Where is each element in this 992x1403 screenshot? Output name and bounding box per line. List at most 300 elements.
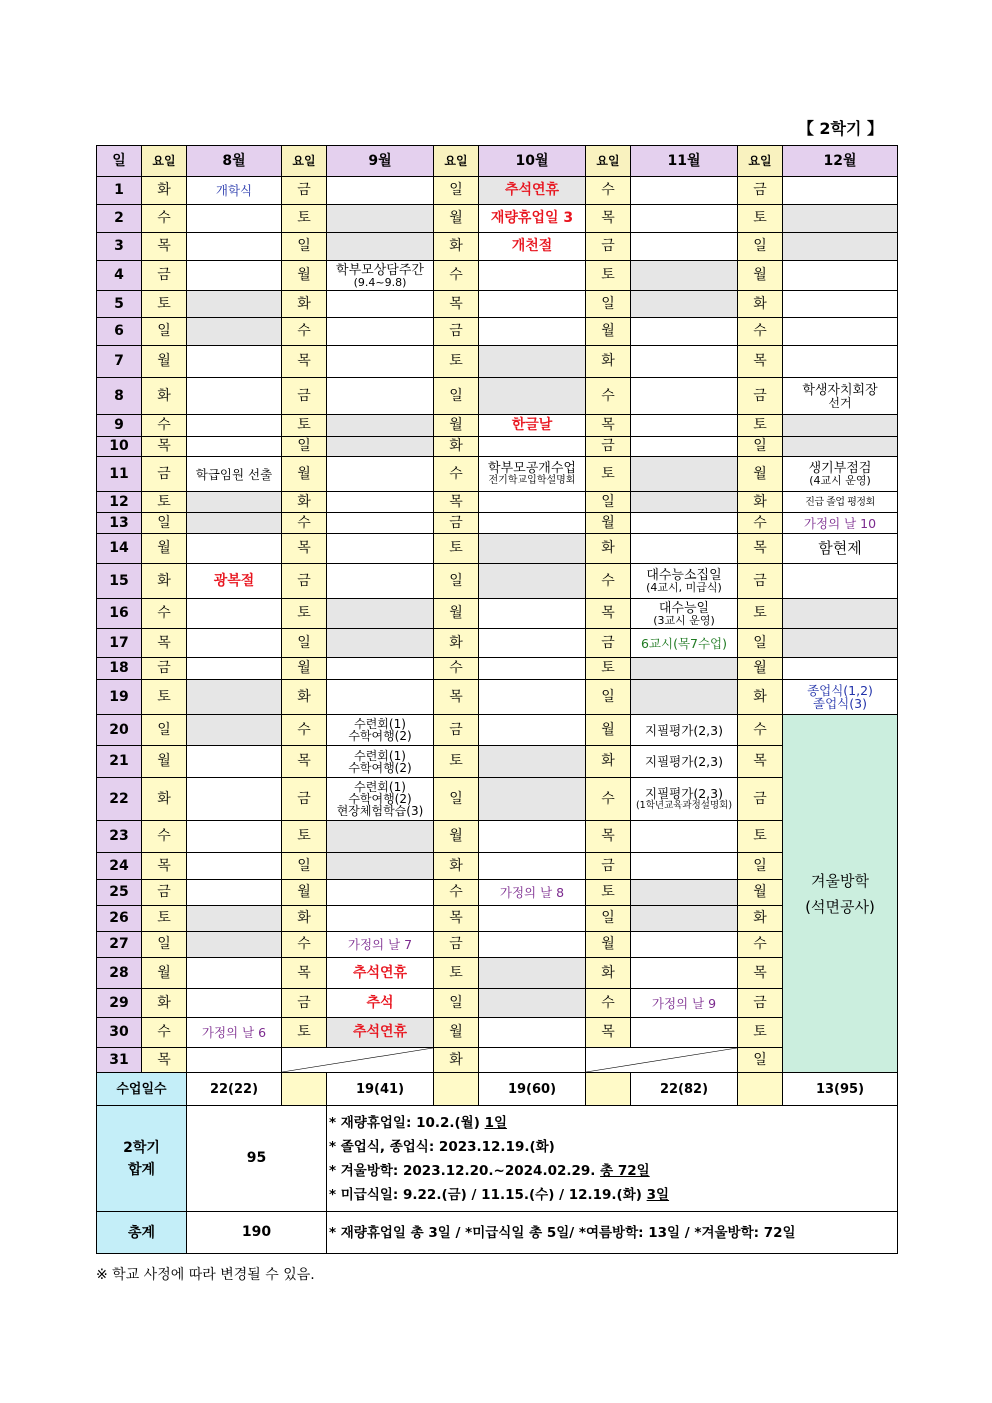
weekday-cell: 월 [142, 534, 187, 564]
event-text: 지필평가(2,3) [645, 786, 723, 801]
event-cell [479, 1018, 586, 1048]
event-cell [327, 746, 434, 778]
date-row [97, 457, 898, 492]
day-number: 13 [97, 513, 142, 534]
event-cell [187, 534, 282, 564]
weekday-cell: 목 [282, 958, 327, 989]
weekday-cell: 금 [142, 880, 187, 906]
no-date-cell [282, 1048, 434, 1073]
note-line: * 미급식일: 9.22.(금) / 11.15.(수) / 12.19.(화) 3일 [329, 1186, 670, 1203]
calendar-table [96, 145, 898, 1254]
event-cell [783, 291, 898, 318]
weekday-cell: 월 [282, 658, 327, 680]
weekday-cell: 월 [142, 746, 187, 778]
weekday-cell: 수 [434, 880, 479, 906]
weekday-cell: 월 [434, 205, 479, 233]
weekday-cell: 수 [282, 318, 327, 346]
weekday-cell: 일 [434, 378, 479, 415]
weekday-cell: 목 [738, 958, 783, 989]
month-header: 11월 [631, 146, 738, 177]
weekday-cell: 일 [282, 629, 327, 658]
event-cell [479, 233, 586, 261]
event-text: 함현제 [818, 539, 862, 557]
weekday-cell: 화 [282, 906, 327, 932]
weekday-cell: 화 [142, 378, 187, 415]
month-header: 9월 [327, 146, 434, 177]
event-cell [187, 1018, 282, 1048]
event-cell [631, 1018, 738, 1048]
event-text: 종업식(1,2) [807, 683, 873, 698]
event-cell [783, 658, 898, 680]
class-days-value: 13(95) [783, 1073, 898, 1106]
month-header: 10월 [479, 146, 586, 177]
event-cell [187, 415, 282, 437]
weekday-cell: 토 [142, 291, 187, 318]
event-subtext: (4교시 운영) [809, 474, 871, 487]
event-cell [631, 261, 738, 291]
event-cell [783, 261, 898, 291]
event-cell [631, 680, 738, 715]
day-number: 29 [97, 989, 142, 1018]
day-number: 24 [97, 853, 142, 880]
weekday-cell: 월 [282, 457, 327, 492]
weekday-cell: 목 [434, 680, 479, 715]
weekday-cell: 금 [738, 378, 783, 415]
month-header: 8월 [187, 146, 282, 177]
event-text: 한글날 [511, 417, 553, 433]
event-subtext: (3교시 운영) [653, 613, 715, 627]
event-cell [631, 534, 738, 564]
weekday-cell: 토 [282, 415, 327, 437]
event-cell [783, 346, 898, 378]
event-text: 지필평가(2,3) [645, 754, 723, 769]
day-number: 10 [97, 437, 142, 457]
weekday-cell: 월 [738, 658, 783, 680]
weekday-cell: 토 [434, 958, 479, 989]
event-cell [327, 177, 434, 205]
event-cell [783, 457, 898, 492]
weekday-cell: 일 [434, 564, 479, 599]
day-number: 30 [97, 1018, 142, 1048]
weekday-cell: 월 [142, 346, 187, 378]
event-cell [187, 821, 282, 853]
weekday-cell: 목 [282, 746, 327, 778]
weekday-cell: 화 [586, 534, 631, 564]
date-row [97, 205, 898, 233]
event-cell [783, 629, 898, 658]
event-cell [631, 233, 738, 261]
event-cell [187, 437, 282, 457]
event-cell [327, 906, 434, 932]
event-text: 6교시(목7수업) [640, 635, 728, 651]
event-cell [327, 680, 434, 715]
date-row [97, 233, 898, 261]
event-text: 생기부점검 [808, 461, 872, 476]
weekday-cell: 목 [586, 821, 631, 853]
weekday-cell: 목 [586, 415, 631, 437]
event-cell [631, 513, 738, 534]
event-cell [479, 906, 586, 932]
event-cell [479, 680, 586, 715]
weekday-cell: 화 [586, 958, 631, 989]
header-row [97, 146, 898, 177]
weekday-cell: 토 [738, 1018, 783, 1048]
weekday-cell: 금 [738, 177, 783, 205]
event-cell [631, 880, 738, 906]
event-cell [187, 906, 282, 932]
event-cell [783, 513, 898, 534]
winter-vacation-cell [783, 715, 898, 1073]
event-cell [327, 291, 434, 318]
weekday-cell: 금 [282, 778, 327, 821]
date-row [97, 534, 898, 564]
day-number: 19 [97, 680, 142, 715]
event-cell [783, 437, 898, 457]
event-cell [783, 378, 898, 415]
weekday-cell: 목 [142, 1048, 187, 1073]
event-text: 추석 [366, 994, 394, 1011]
event-text: 학급임원 선출 [195, 466, 273, 482]
yoil-header: 요일 [434, 146, 479, 177]
event-cell [327, 437, 434, 457]
weekday-cell: 토 [142, 680, 187, 715]
weekday-cell: 목 [434, 906, 479, 932]
event-cell [631, 599, 738, 629]
day-number: 8 [97, 378, 142, 415]
event-text: 지필평가(2,3) [645, 722, 723, 738]
event-cell [187, 564, 282, 599]
weekday-cell: 수 [434, 261, 479, 291]
date-row [97, 346, 898, 378]
weekday-cell: 금 [586, 853, 631, 880]
event-text: 가정의 날 8 [499, 885, 565, 900]
weekday-cell: 일 [282, 437, 327, 457]
event-text: 가정의 날 6 [201, 1025, 267, 1040]
event-cell [479, 534, 586, 564]
weekday-cell: 화 [586, 746, 631, 778]
day-number: 20 [97, 715, 142, 746]
event-cell [187, 492, 282, 513]
date-row [97, 821, 898, 853]
event-cell [187, 177, 282, 205]
event-text: 재량휴업일 3 [490, 210, 574, 226]
weekday-cell: 화 [738, 492, 783, 513]
event-cell [327, 205, 434, 233]
event-cell [783, 415, 898, 437]
event-cell [327, 989, 434, 1018]
event-subtext: 선거 [828, 395, 852, 410]
event-cell [479, 261, 586, 291]
event-cell [187, 629, 282, 658]
day-number: 6 [97, 318, 142, 346]
event-cell [783, 233, 898, 261]
event-cell [631, 564, 738, 599]
weekday-cell: 토 [586, 658, 631, 680]
event-text: 수련회(1) [354, 780, 406, 794]
weekday-cell: 수 [586, 378, 631, 415]
day-number: 1 [97, 177, 142, 205]
semester-title: 【 2학기 】 [797, 119, 883, 138]
event-cell [327, 880, 434, 906]
date-row [97, 415, 898, 437]
event-cell [783, 534, 898, 564]
event-cell [187, 233, 282, 261]
footnote: ※ 학교 사정에 따라 변경될 수 있음. [96, 1267, 315, 1283]
yoil-header: 요일 [282, 146, 327, 177]
event-cell [187, 378, 282, 415]
weekday-cell: 수 [142, 821, 187, 853]
weekday-cell: 금 [282, 989, 327, 1018]
weekday-cell: 수 [738, 318, 783, 346]
semester-notes [327, 1106, 898, 1212]
class-days-label: 수업일수 [97, 1073, 187, 1106]
event-cell [327, 821, 434, 853]
weekday-cell: 일 [142, 318, 187, 346]
event-cell [187, 989, 282, 1018]
weekday-cell: 수 [586, 177, 631, 205]
event-cell [479, 205, 586, 233]
weekday-cell: 토 [738, 205, 783, 233]
event-cell [187, 513, 282, 534]
day-number: 12 [97, 492, 142, 513]
weekday-cell: 토 [282, 821, 327, 853]
event-cell [631, 437, 738, 457]
event-cell [187, 318, 282, 346]
date-row [97, 680, 898, 715]
grand-total-label: 총계 [97, 1212, 187, 1254]
weekday-cell: 일 [738, 1048, 783, 1073]
weekday-cell: 화 [434, 437, 479, 457]
weekday-cell: 목 [434, 492, 479, 513]
weekday-cell: 토 [434, 346, 479, 378]
event-cell [631, 658, 738, 680]
event-cell [187, 778, 282, 821]
event-cell [479, 415, 586, 437]
day-number: 23 [97, 821, 142, 853]
event-subtext: 수학여행(2) [348, 760, 412, 775]
event-cell [327, 378, 434, 415]
event-cell [479, 853, 586, 880]
event-cell [479, 715, 586, 746]
event-cell [631, 629, 738, 658]
event-cell [327, 853, 434, 880]
event-cell [327, 715, 434, 746]
event-cell [327, 492, 434, 513]
event-cell [631, 853, 738, 880]
event-cell [327, 513, 434, 534]
weekday-cell: 수 [142, 415, 187, 437]
weekday-cell: 일 [282, 853, 327, 880]
event-cell [479, 492, 586, 513]
event-cell [479, 513, 586, 534]
date-row [97, 437, 898, 457]
weekday-cell: 일 [738, 629, 783, 658]
event-cell [479, 318, 586, 346]
weekday-cell: 수 [586, 989, 631, 1018]
spacer-cell [586, 1073, 631, 1106]
weekday-cell: 월 [434, 821, 479, 853]
event-cell [631, 415, 738, 437]
event-text: 가정의 날 10 [803, 515, 877, 531]
weekday-cell: 화 [434, 1048, 479, 1073]
weekday-cell: 토 [738, 821, 783, 853]
day-number: 18 [97, 658, 142, 680]
yoil-header: 요일 [586, 146, 631, 177]
weekday-cell: 토 [142, 906, 187, 932]
weekday-cell: 월 [142, 958, 187, 989]
event-text: 추석연휴 [352, 964, 408, 981]
date-row [97, 378, 898, 415]
weekday-cell: 금 [282, 564, 327, 599]
weekday-cell: 화 [282, 291, 327, 318]
no-date-cell [586, 1048, 738, 1073]
event-text: 개학식 [215, 183, 253, 198]
event-cell [327, 415, 434, 437]
day-number: 4 [97, 261, 142, 291]
event-cell [783, 177, 898, 205]
event-cell [479, 778, 586, 821]
event-cell [783, 318, 898, 346]
weekday-cell: 수 [738, 715, 783, 746]
weekday-cell: 일 [142, 715, 187, 746]
class-days-value: 22(22) [187, 1073, 282, 1106]
weekday-cell: 금 [434, 513, 479, 534]
day-number: 31 [97, 1048, 142, 1073]
weekday-cell: 토 [738, 415, 783, 437]
event-cell [327, 599, 434, 629]
event-text: 학부모상담주간 [336, 262, 424, 278]
date-row [97, 261, 898, 291]
event-cell [327, 318, 434, 346]
event-cell [479, 880, 586, 906]
date-row [97, 932, 898, 958]
weekday-cell: 수 [738, 513, 783, 534]
event-cell [187, 205, 282, 233]
event-cell [631, 346, 738, 378]
weekday-cell: 금 [586, 233, 631, 261]
weekday-cell: 월 [738, 457, 783, 492]
day-number: 14 [97, 534, 142, 564]
weekday-cell: 수 [142, 205, 187, 233]
event-cell [631, 778, 738, 821]
day-number: 3 [97, 233, 142, 261]
date-row [97, 177, 898, 205]
weekday-cell: 토 [282, 205, 327, 233]
weekday-cell: 화 [586, 346, 631, 378]
event-cell [631, 291, 738, 318]
semester-total-row [97, 1106, 898, 1212]
date-row [97, 658, 898, 680]
event-cell [327, 346, 434, 378]
day-header: 일 [97, 146, 142, 177]
weekday-cell: 월 [586, 318, 631, 346]
weekday-cell: 화 [434, 629, 479, 658]
event-cell [479, 958, 586, 989]
weekday-cell: 수 [738, 932, 783, 958]
event-cell [327, 629, 434, 658]
weekday-cell: 금 [434, 932, 479, 958]
weekday-cell: 화 [142, 177, 187, 205]
weekday-cell: 수 [434, 658, 479, 680]
event-cell [187, 932, 282, 958]
event-cell [479, 457, 586, 492]
semester-total-label-line1: 2학기 [123, 1139, 160, 1156]
note-line: * 재량휴업일: 10.2.(월) 1일 [329, 1114, 508, 1131]
day-number: 7 [97, 346, 142, 378]
weekday-cell: 금 [142, 261, 187, 291]
event-subtext: 전기학교입학설명회 [488, 475, 576, 486]
weekday-cell: 목 [142, 853, 187, 880]
event-cell [631, 378, 738, 415]
weekday-cell: 화 [142, 989, 187, 1018]
weekday-cell: 금 [738, 564, 783, 599]
weekday-cell: 월 [434, 599, 479, 629]
date-row [97, 778, 898, 821]
weekday-cell: 월 [434, 415, 479, 437]
weekday-cell: 금 [586, 629, 631, 658]
event-cell [479, 746, 586, 778]
event-text: 추석연휴 [352, 1024, 408, 1040]
event-text: 가정의 날 7 [347, 937, 413, 952]
event-text: 대수능일 [658, 600, 710, 616]
weekday-cell: 토 [282, 1018, 327, 1048]
class-days-value: 19(60) [479, 1073, 586, 1106]
event-cell [479, 1048, 586, 1073]
weekday-cell: 토 [586, 261, 631, 291]
day-number: 21 [97, 746, 142, 778]
weekday-cell: 일 [586, 680, 631, 715]
day-number: 17 [97, 629, 142, 658]
yoil-header: 요일 [738, 146, 783, 177]
weekday-cell: 목 [142, 233, 187, 261]
weekday-cell: 일 [586, 492, 631, 513]
winter-line1: 겨울방학 [811, 871, 869, 890]
weekday-cell: 화 [142, 778, 187, 821]
day-number: 26 [97, 906, 142, 932]
event-cell [479, 599, 586, 629]
date-row [97, 318, 898, 346]
event-cell [187, 1048, 282, 1073]
day-number: 16 [97, 599, 142, 629]
event-cell [327, 932, 434, 958]
weekday-cell: 목 [282, 534, 327, 564]
weekday-cell: 화 [434, 853, 479, 880]
event-text: 수련회(1) [354, 748, 406, 763]
weekday-cell: 토 [434, 534, 479, 564]
weekday-cell: 목 [586, 1018, 631, 1048]
event-cell [187, 715, 282, 746]
event-cell [479, 658, 586, 680]
event-cell [327, 564, 434, 599]
weekday-cell: 목 [586, 205, 631, 233]
event-cell [327, 534, 434, 564]
event-cell [479, 291, 586, 318]
event-cell [479, 564, 586, 599]
weekday-cell: 화 [282, 492, 327, 513]
weekday-cell: 금 [142, 457, 187, 492]
weekday-cell: 월 [738, 261, 783, 291]
date-row [97, 715, 898, 746]
note-line: * 졸업식, 종업식: 2023.12.19.(화) [329, 1138, 555, 1155]
event-cell [479, 629, 586, 658]
event-cell [327, 233, 434, 261]
weekday-cell: 화 [142, 564, 187, 599]
weekday-cell: 토 [142, 492, 187, 513]
weekday-cell: 일 [434, 778, 479, 821]
event-subtext: (9.4~9.8) [353, 275, 407, 289]
event-cell [187, 680, 282, 715]
class-days-value: 19(41) [327, 1073, 434, 1106]
